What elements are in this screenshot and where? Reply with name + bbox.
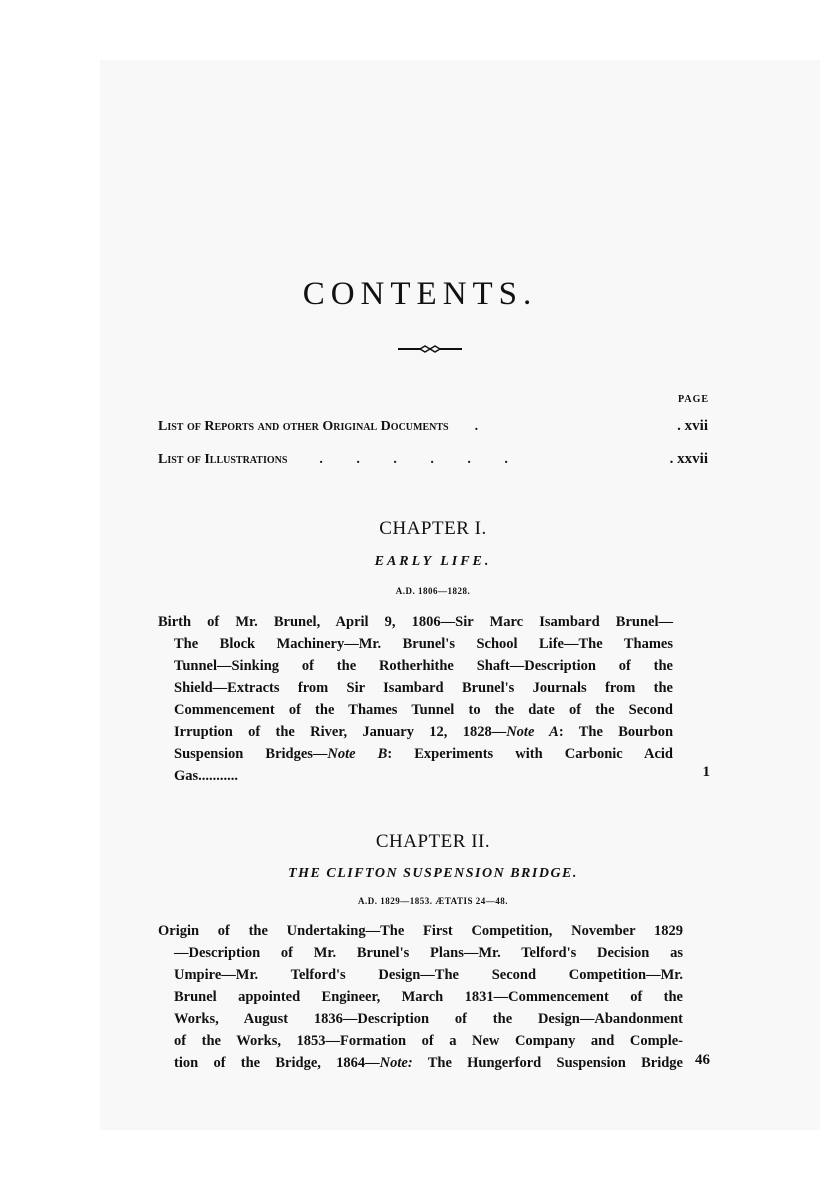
summary-line-text: tion of the Bridge, 1864— [174, 1055, 380, 1071]
summary-line: Gas........... [174, 768, 239, 784]
toc-entry-illustrations[interactable] [158, 451, 708, 473]
summary-line: Shield—Extracts from Sir Isambard Brunel's Journals from the [174, 680, 673, 696]
summary-line: Umpire—Mr. Telford's Design—The Second Competition—Mr. [174, 967, 683, 983]
toc-leader-dots: . [474, 419, 479, 434]
summary-line: Birth of Mr. Brunel, April 9, 1806—Sir Marc Isambard Brunel— [158, 614, 673, 630]
toc-entry-label: List of Reports and other Original Documents [158, 419, 449, 434]
chapter-1-page-number: 1 [702, 764, 710, 780]
chapter-2-heading: CHAPTER II. [375, 831, 491, 852]
toc-entry-page: . xxvii [669, 451, 708, 467]
summary-line-text: Suspension Bridges— [174, 746, 328, 762]
toc-entry-reports[interactable] [158, 418, 708, 440]
ornament-divider-icon [398, 344, 462, 354]
page-title: CONTENTS. [302, 276, 538, 312]
note-b-label: Note B [327, 746, 388, 762]
summary-line [158, 721, 673, 743]
chapter-1-summary[interactable] [158, 611, 673, 787]
summary-line-text: The Hungerford Suspension Bridge [427, 1055, 683, 1071]
note-label: Note: [379, 1055, 413, 1071]
toc-entry-page: . xvii [677, 418, 708, 434]
summary-line: Brunel appointed Engineer, March 1831—Commencement of the [174, 989, 683, 1005]
page-column-heading: PAGE [678, 394, 710, 405]
toc-entry-label: List of Illustrations [158, 452, 288, 467]
note-b-text: : Experiments with Carbonic Acid [387, 746, 673, 762]
summary-line: The Block Machinery—Mr. Brunel's School Life—The Thames [174, 636, 673, 652]
summary-line [158, 743, 673, 765]
summary-line [158, 1052, 683, 1074]
summary-line: Origin of the Undertaking—The First Competition, November 1829 [158, 923, 683, 939]
chapter-1-dates: A.D. 1806—1828. [395, 586, 471, 596]
note-a-label: Note A [506, 724, 559, 740]
summary-line-text: Gas [174, 768, 199, 784]
toc-leader-dots: . . . . . . [319, 452, 508, 467]
chapter-2-page-number: 46 [695, 1052, 710, 1068]
summary-line: —Description of Mr. Brunel's Plans—Mr. Telford's Decision as [174, 945, 683, 961]
chapter-2-summary[interactable] [158, 920, 683, 1074]
chapter-1-subtitle: EARLY LIFE. [374, 554, 492, 569]
chapter-1-heading: CHAPTER I. [379, 518, 487, 539]
summary-line: Commencement of the Thames Tunnel to the date of the Second [174, 702, 673, 718]
summary-line: Works, August 1836—Description of the Design—Abandonment [174, 1011, 683, 1027]
summary-line-text: Irruption of the River, January 12, 1828— [174, 724, 507, 740]
summary-line: of the Works, 1853—Formation of a New Company and Comple- [174, 1033, 683, 1049]
chapter-2-subtitle: THE CLIFTON SUSPENSION BRIDGE. [288, 866, 578, 881]
note-a-text: : The Bourbon [558, 724, 674, 740]
summary-line: Tunnel—Sinking of the Rotherhithe Shaft—Description of the [174, 658, 673, 674]
chapter-2-dates: A.D. 1829—1853. ÆTATIS 24—48. [358, 896, 508, 906]
